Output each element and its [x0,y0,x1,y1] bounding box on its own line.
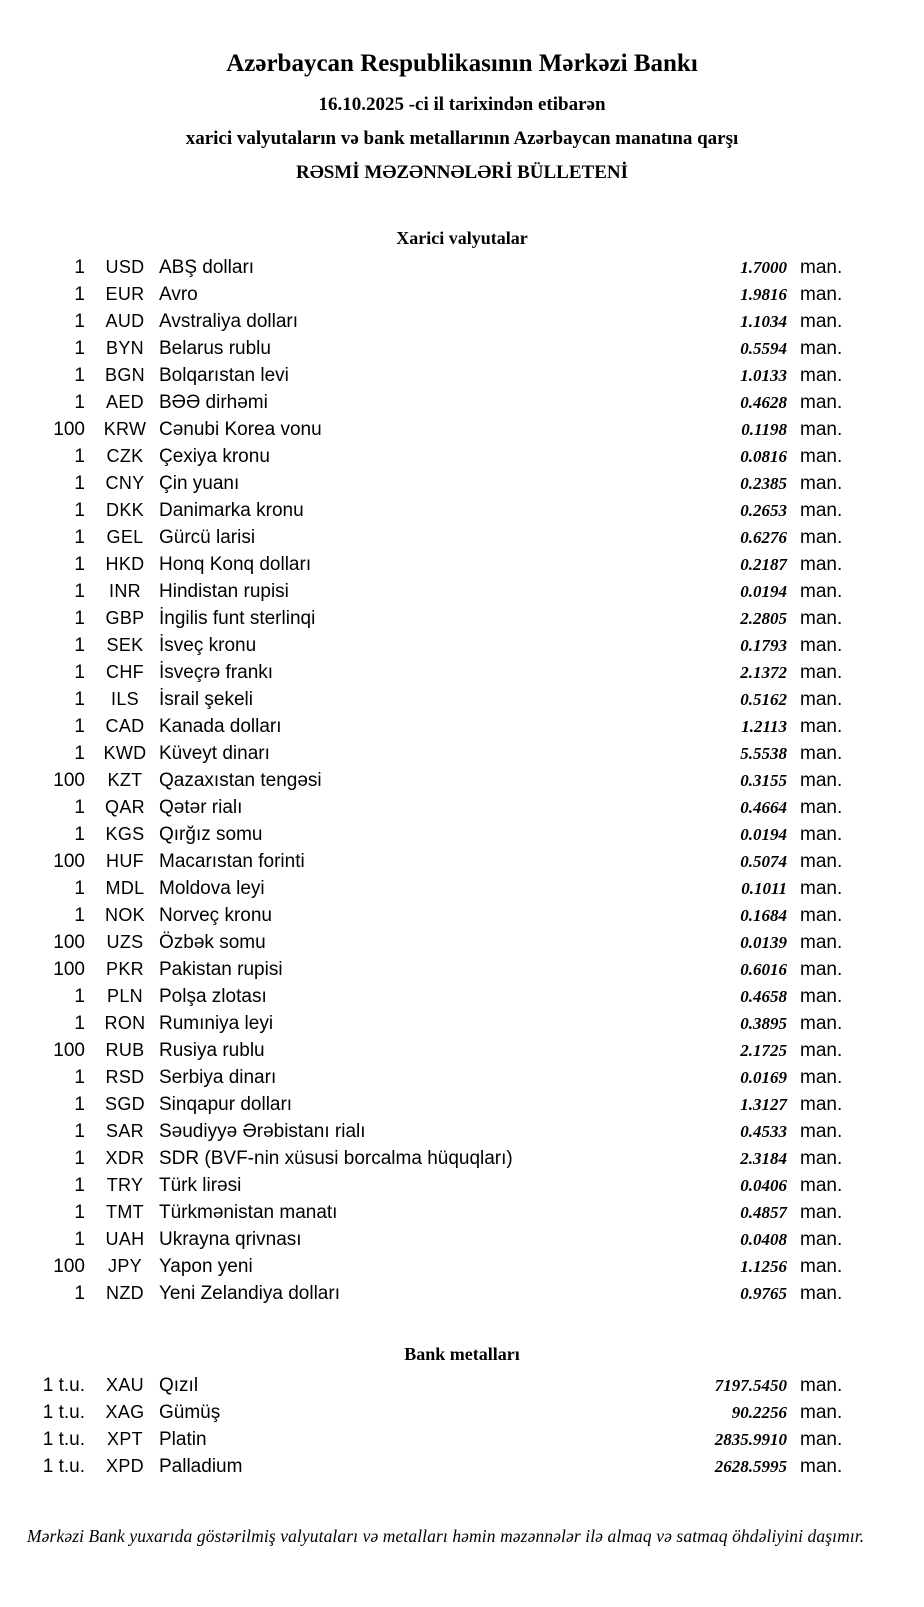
rate-cell: 0.2187 [740,555,787,575]
code-cell: DKK [106,500,144,521]
rate-row-cny [40,470,847,497]
name-cell: İsveç kronu [159,635,257,657]
name-cell: Küveyt dinarı [159,743,270,765]
rate-row-xpt [40,1426,847,1453]
unit-cell: man. [800,1283,843,1305]
name-cell: Hindistan rupisi [159,581,289,603]
rate-row-hkd [40,551,847,578]
quantity-cell: 1 [74,392,85,414]
name-cell: Palladium [159,1456,243,1478]
name-cell: SDR (BVF-nin xüsusi borcalma hüquqları) [159,1148,513,1170]
name-cell: Yeni Zelandiya dolları [159,1283,340,1305]
rate-row-kgs [40,821,847,848]
effective-date-line: 16.10.2025 -ci il tarixindən etibarən [318,93,606,115]
code-cell: XDR [105,1148,145,1169]
unit-cell: man. [800,824,843,846]
rate-cell: 0.0194 [740,582,787,602]
rate-cell: 1.3127 [740,1095,787,1115]
rate-cell: 0.0139 [740,933,787,953]
rate-cell: 2628.5995 [714,1457,787,1477]
rate-row-ils [40,686,847,713]
unit-cell: man. [800,689,843,711]
rate-cell: 0.4533 [740,1122,787,1142]
name-cell: Moldova leyi [159,878,265,900]
rate-row-sgd [40,1091,847,1118]
rate-row-qar [40,794,847,821]
rate-row-gel [40,524,847,551]
name-cell: Polşa zlotası [159,986,267,1008]
unit-cell: man. [800,716,843,738]
rate-row-nok [40,902,847,929]
name-cell: Qızıl [159,1375,199,1397]
code-cell: CHF [106,662,144,683]
quantity-cell: 1 [74,500,85,522]
code-cell: QAR [105,797,145,818]
rate-row-uah [40,1226,847,1253]
code-cell: GBP [105,608,145,629]
code-cell: PLN [107,986,143,1007]
name-cell: Macarıstan forinti [159,851,305,873]
metals-section-title: Bank metalları [404,1344,520,1365]
name-cell: Kanada dolları [159,716,282,738]
quantity-cell: 1 [74,743,85,765]
quantity-cell: 1 [74,635,85,657]
quantity-cell: 1 t.u. [42,1456,85,1478]
name-cell: Türkmənistan manatı [159,1202,338,1224]
unit-cell: man. [800,1456,843,1478]
unit-cell: man. [800,554,843,576]
rate-row-jpy [40,1253,847,1280]
name-cell: Qırğız somu [159,824,263,846]
quantity-cell: 1 [74,284,85,306]
code-cell: SAR [106,1121,144,1142]
quantity-cell: 1 t.u. [42,1429,85,1451]
code-cell: GEL [106,527,144,548]
rate-row-kzt [40,767,847,794]
unit-cell: man. [800,1013,843,1035]
rate-row-eur [40,281,847,308]
name-cell: Norveç kronu [159,905,272,927]
rate-cell: 0.0816 [740,447,787,467]
unit-cell: man. [800,905,843,927]
unit-cell: man. [800,743,843,765]
code-cell: XAU [106,1375,144,1396]
unit-cell: man. [800,1202,843,1224]
rate-row-xag [40,1399,847,1426]
code-cell: HUF [106,851,144,872]
unit-cell: man. [800,851,843,873]
code-cell: ILS [111,689,139,710]
name-cell: Sinqapur dolları [159,1094,293,1116]
rate-row-cad [40,713,847,740]
name-cell: Pakistan rupisi [159,959,283,981]
quantity-cell: 1 [74,1202,85,1224]
rate-row-inr [40,578,847,605]
unit-cell: man. [800,986,843,1008]
quantity-cell: 100 [53,419,85,441]
rate-row-xdr [40,1145,847,1172]
name-cell: İngilis funt sterlinqi [159,608,316,630]
unit-cell: man. [800,581,843,603]
rate-cell: 0.5594 [740,339,787,359]
unit-cell: man. [800,797,843,819]
rate-cell: 1.1034 [740,312,787,332]
code-cell: KWD [103,743,147,764]
rate-cell: 0.0406 [740,1176,787,1196]
rate-cell: 0.4658 [740,987,787,1007]
quantity-cell: 1 [74,1229,85,1251]
quantity-cell: 1 [74,905,85,927]
unit-cell: man. [800,1175,843,1197]
unit-cell: man. [800,392,843,414]
unit-cell: man. [800,311,843,333]
rate-row-czk [40,443,847,470]
rate-row-rub [40,1037,847,1064]
name-cell: Serbiya dinarı [159,1067,277,1089]
unit-cell: man. [800,446,843,468]
rate-row-aud [40,308,847,335]
unit-cell: man. [800,419,843,441]
rate-row-usd [40,254,847,281]
code-cell: PKR [106,959,144,980]
quantity-cell: 1 [74,338,85,360]
bulletin-footer [0,1526,924,1547]
name-cell: Rusiya rublu [159,1040,265,1062]
rate-cell: 1.7000 [740,258,787,278]
code-cell: MDL [105,878,145,899]
unit-cell: man. [800,932,843,954]
code-cell: USD [105,257,145,278]
quantity-cell: 100 [53,932,85,954]
code-cell: RUB [105,1040,145,1061]
rate-row-uzs [40,929,847,956]
rate-row-aed [40,389,847,416]
quantity-cell: 1 [74,689,85,711]
bulletin-header [0,50,924,183]
rate-row-huf [40,848,847,875]
name-cell: BƏƏ dirhəmi [159,392,268,414]
rate-row-pln [40,983,847,1010]
rate-cell: 1.9816 [740,285,787,305]
name-cell: Qətər rialı [159,797,243,819]
metal-rate-table [0,1372,924,1480]
unit-cell: man. [800,1375,843,1397]
code-cell: RSD [105,1067,145,1088]
quantity-cell: 1 [74,797,85,819]
quantity-cell: 1 [74,1067,85,1089]
quantity-cell: 1 t.u. [42,1402,85,1424]
rate-cell: 0.9765 [740,1284,787,1304]
rate-cell: 0.1793 [740,636,787,656]
rate-cell: 2835.9910 [714,1430,787,1450]
code-cell: NOK [105,905,145,926]
code-cell: NZD [106,1283,144,1304]
currencies-section-title: Xarici valyutalar [396,228,528,249]
name-cell: Danimarka kronu [159,500,304,522]
name-cell: Səudiyyə Ərəbistanı rialı [159,1121,366,1143]
code-cell: BYN [106,338,144,359]
rate-row-gbp [40,605,847,632]
name-cell: Rumıniya leyi [159,1013,274,1035]
unit-cell: man. [800,1429,843,1451]
code-cell: XPT [107,1429,143,1450]
quantity-cell: 1 [74,581,85,603]
name-cell: Qazaxıstan tengəsi [159,770,322,792]
unit-cell: man. [800,1067,843,1089]
code-cell: TRY [106,1175,144,1196]
unit-cell: man. [800,500,843,522]
quantity-cell: 100 [53,770,85,792]
quantity-cell: 1 [74,365,85,387]
name-cell: Belarus rublu [159,338,271,360]
code-cell: KGS [105,824,145,845]
quantity-cell: 100 [53,959,85,981]
quantity-cell: 100 [53,1040,85,1062]
unit-cell: man. [800,662,843,684]
rate-cell: 90.2256 [731,1403,787,1423]
name-cell: Avro [159,284,198,306]
quantity-cell: 1 [74,1148,85,1170]
unit-cell: man. [800,257,843,279]
rate-cell: 2.3184 [740,1149,787,1169]
metals-section [0,1345,924,1480]
rate-cell: 0.2653 [740,501,787,521]
unit-cell: man. [800,1402,843,1424]
rate-cell: 0.4628 [740,393,787,413]
code-cell: AUD [105,311,145,332]
name-cell: Gürcü larisi [159,527,256,549]
quantity-cell: 1 [74,1175,85,1197]
code-cell: SEK [106,635,144,656]
rate-row-ron [40,1010,847,1037]
rate-cell: 0.6276 [740,528,787,548]
quantity-cell: 1 [74,527,85,549]
name-cell: İsveçrə frankı [159,662,274,684]
name-cell: Ukrayna qrivnası [159,1229,302,1251]
code-cell: RON [104,1013,146,1034]
code-cell: UAH [105,1229,145,1250]
rate-cell: 2.2805 [740,609,787,629]
rate-row-chf [40,659,847,686]
rate-row-rsd [40,1064,847,1091]
rate-cell: 0.0169 [740,1068,787,1088]
quantity-cell: 100 [53,1256,85,1278]
quantity-cell: 1 [74,473,85,495]
unit-cell: man. [800,1121,843,1143]
rate-cell: 0.4664 [740,798,787,818]
code-cell: XPD [106,1456,144,1477]
code-cell: KRW [103,419,147,440]
name-cell: Çin yuanı [159,473,240,495]
quantity-cell: 1 [74,824,85,846]
name-cell: Honq Konq dolları [159,554,312,576]
rate-cell: 0.3155 [740,771,787,791]
rate-cell: 0.1684 [740,906,787,926]
code-cell: EUR [105,284,145,305]
quantity-cell: 1 [74,716,85,738]
code-cell: CZK [106,446,144,467]
rate-cell: 1.2113 [741,717,787,737]
code-cell: AED [106,392,144,413]
rate-cell: 0.5074 [740,852,787,872]
quantity-cell: 1 [74,311,85,333]
name-cell: Bolqarıstan levi [159,365,289,387]
code-cell: KZT [107,770,143,791]
name-cell: Yapon yeni [159,1256,253,1278]
rate-cell: 0.1198 [741,420,787,440]
code-cell: HKD [105,554,145,575]
unit-cell: man. [800,1229,843,1251]
quantity-cell: 1 [74,608,85,630]
rate-cell: 2.1725 [740,1041,787,1061]
quantity-cell: 1 [74,1013,85,1035]
code-cell: JPY [108,1256,142,1277]
unit-cell: man. [800,527,843,549]
rate-row-xpd [40,1453,847,1480]
rate-cell: 0.0408 [740,1230,787,1250]
code-cell: BGN [105,365,145,386]
rate-row-byn [40,335,847,362]
rate-cell: 0.0194 [740,825,787,845]
rate-cell: 0.6016 [740,960,787,980]
unit-cell: man. [800,365,843,387]
code-cell: SGD [105,1094,145,1115]
rate-row-tmt [40,1199,847,1226]
name-cell: Özbək somu [159,932,266,954]
code-cell: CAD [105,716,145,737]
currencies-section [0,229,924,1307]
code-cell: CNY [105,473,145,494]
unit-cell: man. [800,635,843,657]
rate-cell: 2.1372 [740,663,787,683]
unit-cell: man. [800,473,843,495]
name-cell: Cənubi Korea vonu [159,419,322,441]
page-title: Azərbaycan Respublikasının Mərkəzi Bankı [226,50,698,77]
quantity-cell: 1 [74,1094,85,1116]
unit-cell: man. [800,1148,843,1170]
quantity-cell: 1 [74,986,85,1008]
rate-cell: 0.1011 [741,879,787,899]
code-cell: UZS [106,932,144,953]
code-cell: INR [109,581,141,602]
rate-cell: 1.0133 [740,366,787,386]
quantity-cell: 100 [53,851,85,873]
quantity-cell: 1 [74,446,85,468]
rate-cell: 0.3895 [740,1014,787,1034]
rate-cell: 7197.5450 [714,1376,787,1396]
rate-row-nzd [40,1280,847,1307]
rate-row-krw [40,416,847,443]
unit-cell: man. [800,338,843,360]
rate-row-mdl [40,875,847,902]
unit-cell: man. [800,878,843,900]
name-cell: Çexiya kronu [159,446,270,468]
rate-cell: 0.2385 [740,474,787,494]
unit-cell: man. [800,1094,843,1116]
unit-cell: man. [800,959,843,981]
unit-cell: man. [800,284,843,306]
name-cell: Platin [159,1429,207,1451]
unit-cell: man. [800,1256,843,1278]
unit-cell: man. [800,608,843,630]
quantity-cell: 1 t.u. [42,1375,85,1397]
rate-row-pkr [40,956,847,983]
rate-row-try [40,1172,847,1199]
quantity-cell: 1 [74,1283,85,1305]
name-cell: Gümüş [159,1402,221,1424]
rate-cell: 5.5538 [740,744,787,764]
rate-row-sar [40,1118,847,1145]
unit-cell: man. [800,770,843,792]
bulletin-title: RƏSMİ MƏZƏNNƏLƏRİ BÜLLETENİ [295,161,628,183]
name-cell: ABŞ dolları [159,257,255,279]
name-cell: İsrail şekeli [159,689,253,711]
code-cell: XAG [105,1402,145,1423]
disclaimer-text: Mərkəzi Bank yuxarıda göstərilmiş valyutaları və metalları həmin məzənnələr ilə almaq və satmaq öhdəliyini daşımır. [27,1526,865,1547]
code-cell: TMT [106,1202,144,1223]
currency-rate-table [0,254,924,1307]
rate-row-dkk [40,497,847,524]
quantity-cell: 1 [74,662,85,684]
rate-cell: 0.4857 [740,1203,787,1223]
rate-cell: 1.1256 [740,1257,787,1277]
rate-cell: 0.5162 [740,690,787,710]
rate-row-kwd [40,740,847,767]
quantity-cell: 1 [74,878,85,900]
quantity-cell: 1 [74,257,85,279]
unit-cell: man. [800,1040,843,1062]
rate-row-xau [40,1372,847,1399]
quantity-cell: 1 [74,554,85,576]
name-cell: Türk lirəsi [159,1175,242,1197]
rate-row-bgn [40,362,847,389]
quantity-cell: 1 [74,1121,85,1143]
name-cell: Avstraliya dolları [159,311,299,333]
rate-row-sek [40,632,847,659]
subtitle-line: xarici valyutaların və bank metallarının Azərbaycan manatına qarşı [185,127,739,149]
